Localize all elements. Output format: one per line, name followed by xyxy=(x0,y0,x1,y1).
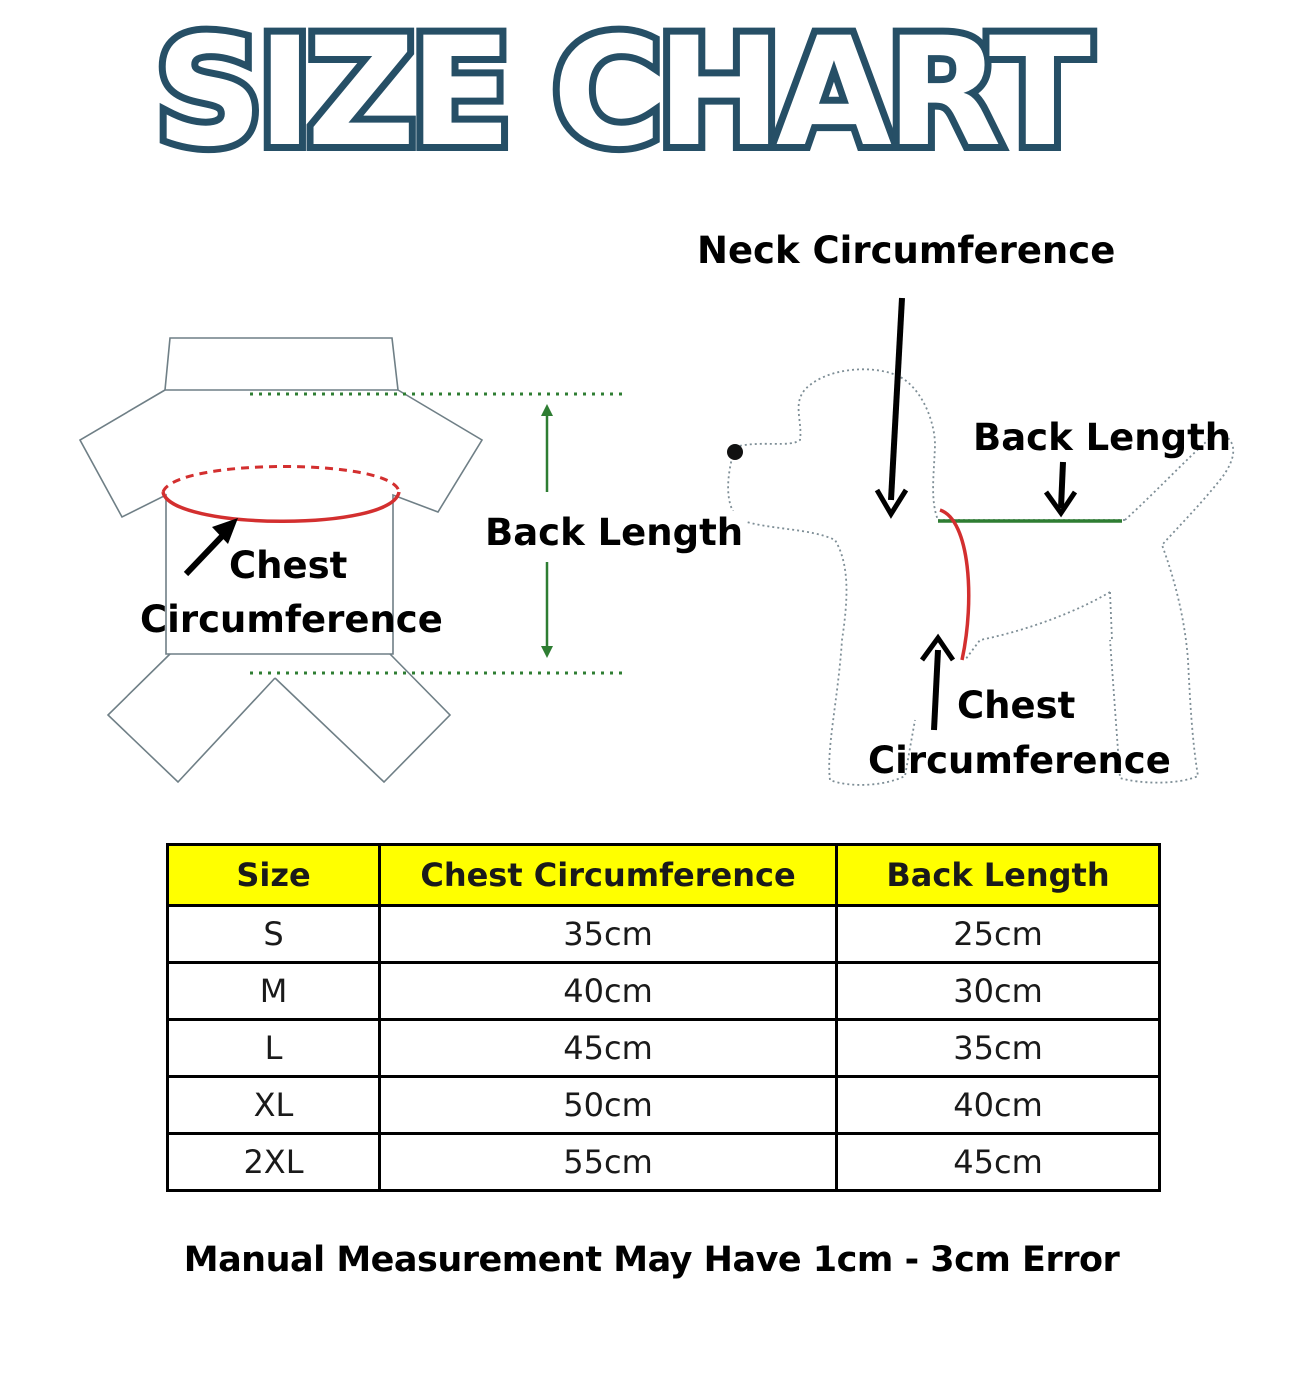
size-cell: M xyxy=(168,963,380,1020)
back-length-cell: 30cm xyxy=(837,963,1160,1020)
measurement-error-note: Manual Measurement May Have 1cm - 3cm Error xyxy=(183,1240,1120,1280)
clothing-chest-label-line1: Chest xyxy=(229,544,348,587)
chest-cell: 40cm xyxy=(380,963,837,1020)
size-cell: L xyxy=(168,1020,380,1077)
table-row xyxy=(168,1020,1160,1077)
table-row xyxy=(168,1134,1160,1191)
dog-chest-label-line2: Circumference xyxy=(868,739,1171,782)
size-cell: S xyxy=(168,906,380,963)
dog-nose xyxy=(727,444,743,460)
clothing-back-length-label: Back Length xyxy=(485,511,744,554)
size-table xyxy=(166,843,1161,1192)
dog-chest-label-line1: Chest xyxy=(957,684,1076,727)
chest-cell: 55cm xyxy=(380,1134,837,1191)
table-header-row xyxy=(168,845,1160,906)
back-length-cell: 45cm xyxy=(837,1134,1160,1191)
back-length-cell: 35cm xyxy=(837,1020,1160,1077)
back-length-cell: 25cm xyxy=(837,906,1160,963)
left-leg xyxy=(108,654,275,782)
back-length-cell: 40cm xyxy=(837,1077,1160,1134)
chest-cell: 50cm xyxy=(380,1077,837,1134)
neck-arrow xyxy=(877,298,906,514)
dog-neck-label: Neck Circumference xyxy=(697,229,1116,272)
chest-cell: 35cm xyxy=(380,906,837,963)
header-chest-circumference: Chest Circumference xyxy=(380,845,837,906)
page-title: SIZE CHART xyxy=(154,6,1086,180)
header-size: Size xyxy=(168,845,380,906)
table-row xyxy=(168,963,1160,1020)
dog-chest-arrow xyxy=(922,638,953,730)
size-table-container xyxy=(166,843,1158,1192)
dog-back-length-label: Back Length xyxy=(973,416,1232,459)
collar-shape xyxy=(165,338,398,390)
dog-chest-line xyxy=(940,510,969,660)
clothing-chest-label-line2: Circumference xyxy=(140,598,443,641)
chest-cell: 45cm xyxy=(380,1020,837,1077)
table-row xyxy=(168,906,1160,963)
table-row xyxy=(168,1077,1160,1134)
clothing-chest-ellipse-back xyxy=(163,467,399,493)
size-cell: XL xyxy=(168,1077,380,1134)
clothing-chest-ellipse-front xyxy=(163,492,399,521)
header-back-length: Back Length xyxy=(837,845,1160,906)
size-cell: 2XL xyxy=(168,1134,380,1191)
dog-back-length-arrow xyxy=(1046,462,1075,513)
